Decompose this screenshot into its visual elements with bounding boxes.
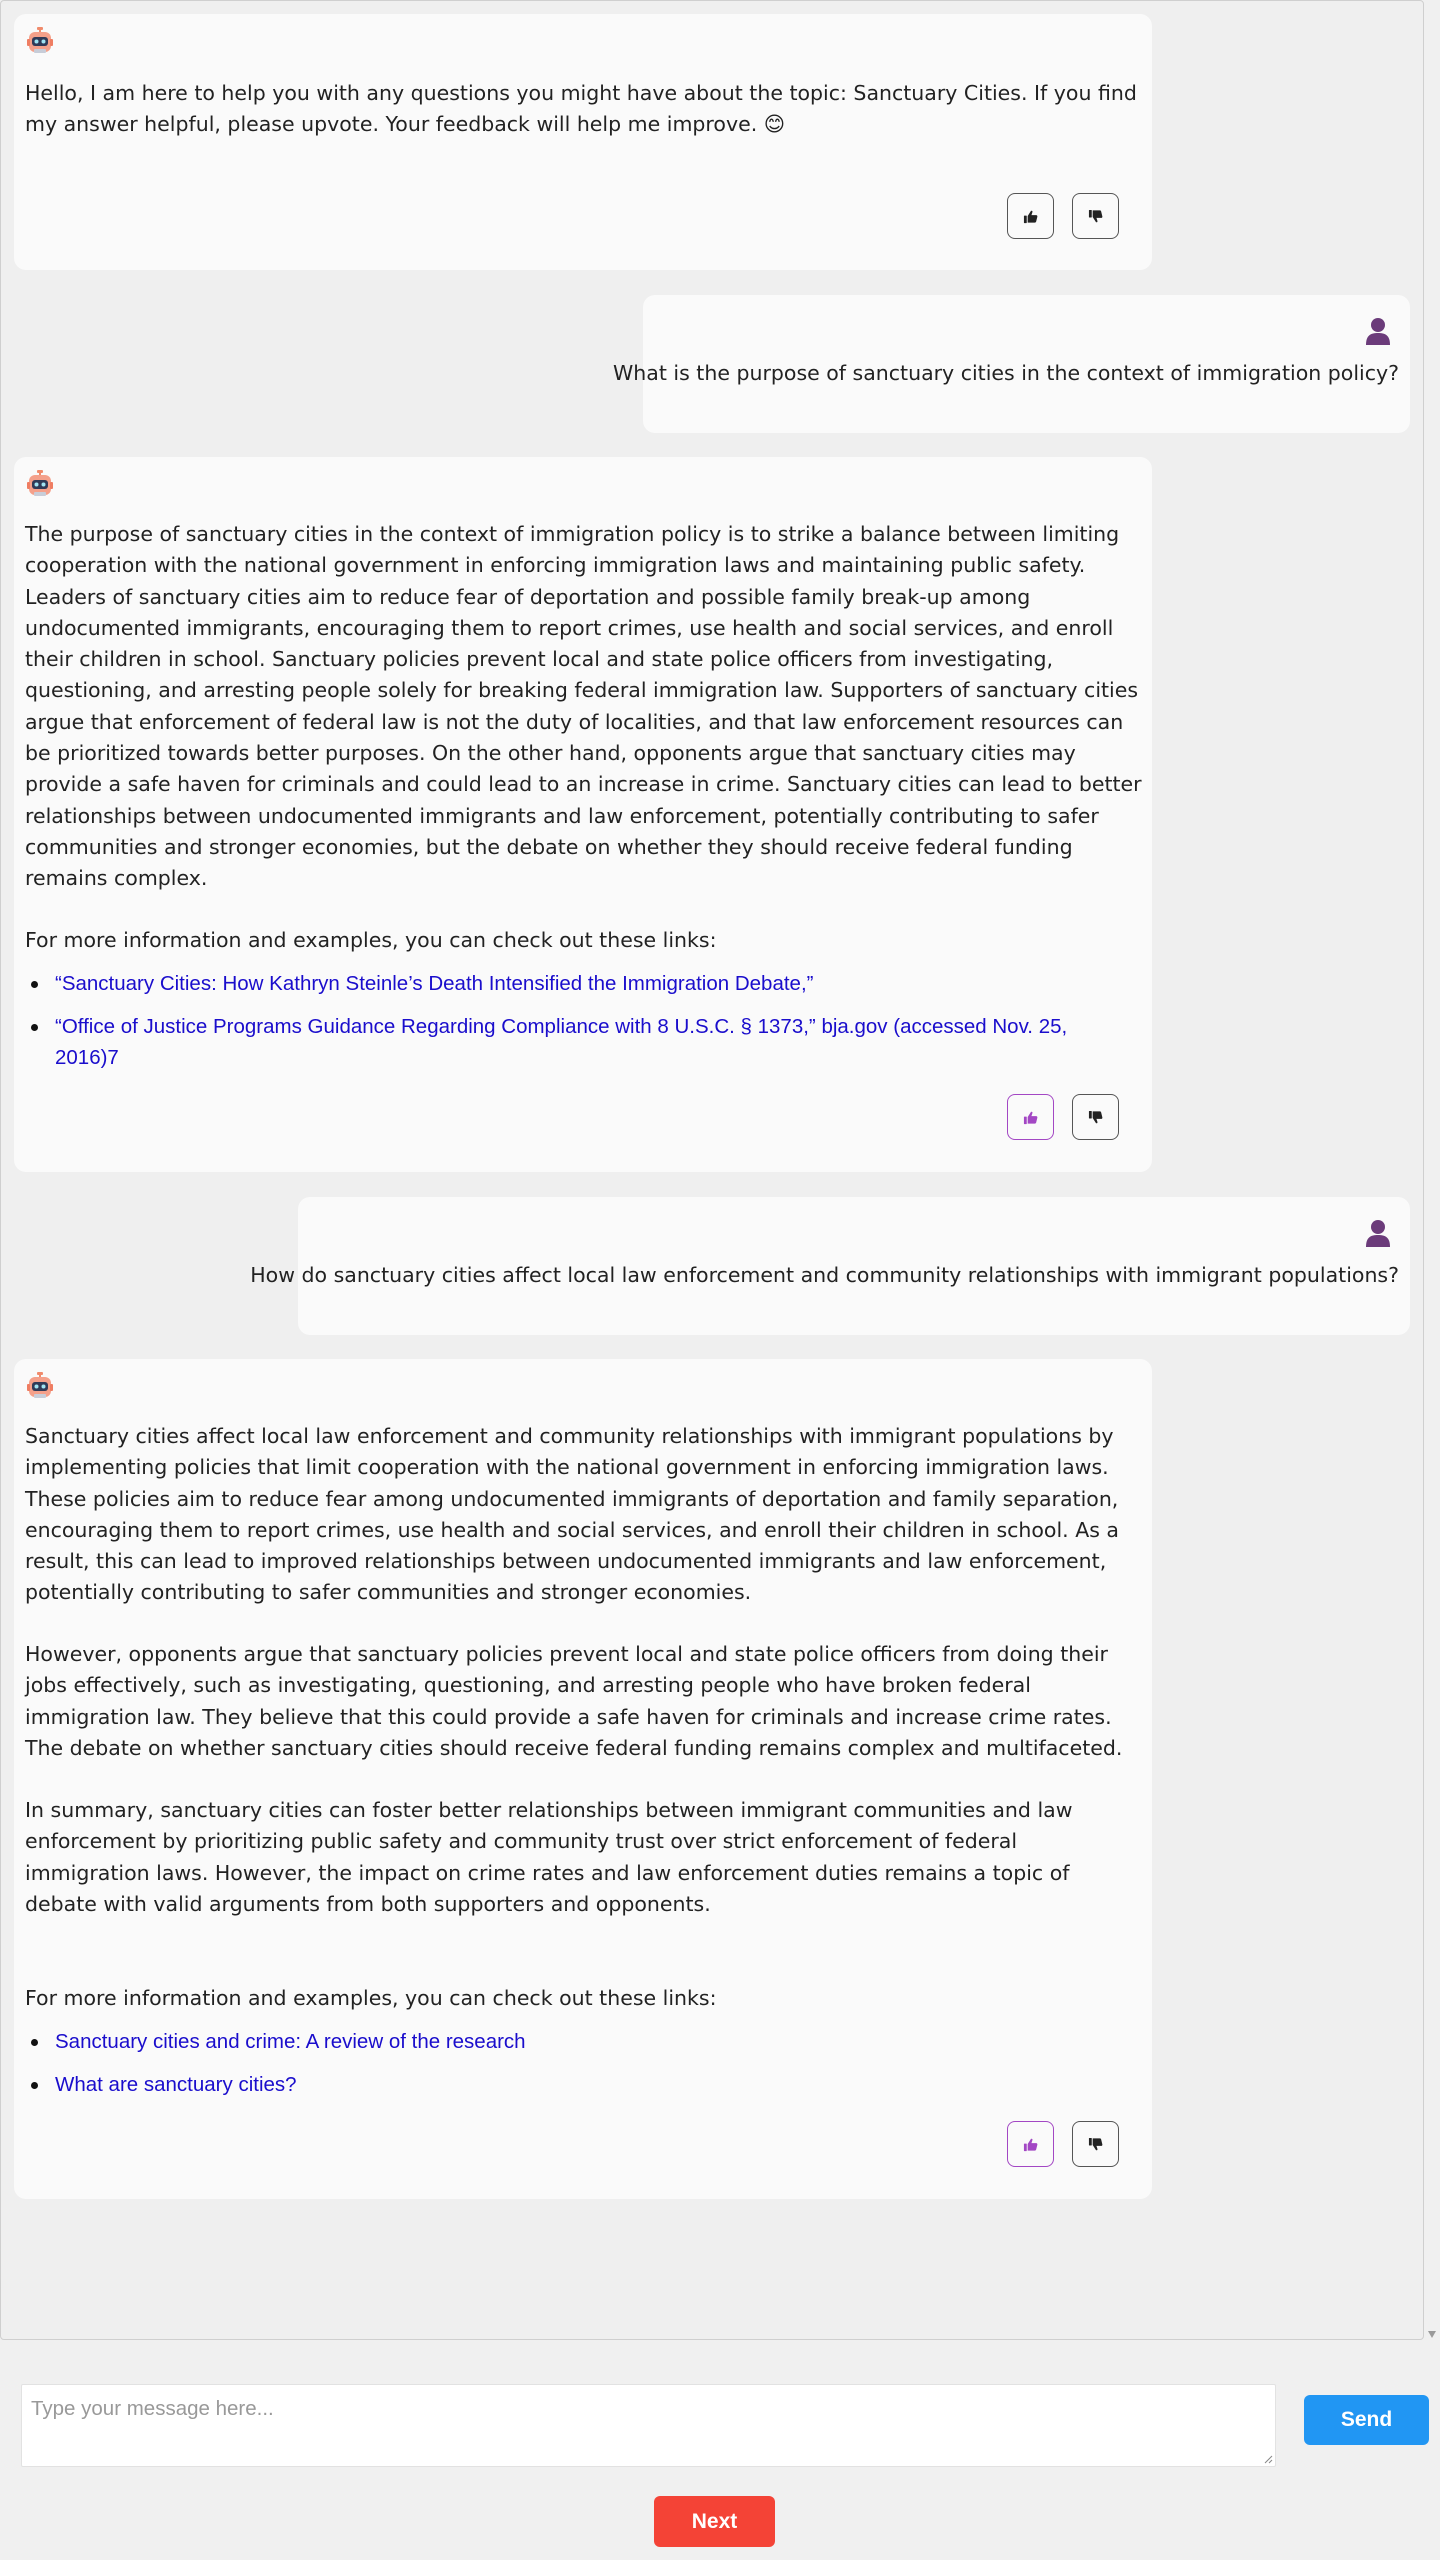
user-avatar-icon — [1365, 1219, 1391, 1247]
thumbs-up-icon — [1023, 1110, 1038, 1125]
thumbs-up-icon — [1023, 209, 1038, 224]
reference-link[interactable]: Sanctuary cities and crime: A review of the research — [55, 2030, 526, 2053]
user-message — [613, 295, 1410, 433]
list-item — [25, 2069, 1132, 2100]
bot-avatar-icon — [25, 1370, 55, 1400]
reference-links — [25, 2026, 1132, 2112]
bot-message-paragraph: In summary, sanctuary cities can foster better relationships between immigrant communities and law enforcement by prioritizing public safety and community trust over strict enforcement of federal immigration laws. However, the impact on crime rates and law enforcement duties remains a topic of debate with valid arguments from both supporters and opponents. — [25, 1798, 1073, 1916]
user-message — [250, 1197, 1410, 1335]
message-input[interactable] — [21, 2384, 1276, 2467]
reference-link[interactable]: What are sanctuary cities? — [55, 2073, 297, 2096]
thumbs-up-icon — [1023, 2137, 1038, 2152]
list-item — [25, 968, 1132, 999]
bot-message-text: Hello, I am here to help you with any questions you might have about the topic: Sanctuary Cities. If you find my answer helpful, please upvote. Your feedback will help me improve. 😊 — [25, 81, 1137, 137]
thumbs-down-icon — [1088, 209, 1103, 224]
thumbs-down-icon — [1088, 2137, 1103, 2152]
bot-avatar-icon — [25, 468, 55, 498]
vertical-scrollbar[interactable] — [1424, 0, 1440, 2340]
downvote-button[interactable] — [1072, 2121, 1119, 2167]
upvote-button[interactable] — [1007, 2121, 1054, 2167]
user-avatar-icon — [1365, 317, 1391, 345]
bot-message-text: The purpose of sanctuary cities in the context of immigration policy is to strike a balance between limiting cooperation with the national government in enforcing immigration laws and maintaining public safety. Leaders of sanctuary cities aim to reduce fear of deportation and possible family break-up among undocumented immigrants, encouraging them to report crimes, use health and social services, and enroll their children in school. Sanctuary policies prevent local and state police officers from investigating, questioning, and arresting people solely for breaking federal immigration law. Supporters of sanctuary cities argue that enforcement of federal law is not the duty of localities, and that law enforcement resources can be prioritized towards better purposes. On the other hand, opponents argue that sanctuary cities may provide a safe haven for criminals and could lead to an increase in crime. Sanctuary cities can lead to better relationships between undocumented immigrants and law enforcement, potentially contributing to safer communities and stronger economies, but the debate on whether they should receive federal funding remains complex. — [25, 522, 1142, 891]
bot-avatar-icon — [25, 25, 55, 55]
resize-grip-icon[interactable] — [1263, 2454, 1273, 2464]
upvote-button[interactable] — [1007, 193, 1054, 239]
list-item — [25, 2026, 1132, 2057]
thumbs-down-icon — [1088, 1110, 1103, 1125]
bot-message-paragraph: Sanctuary cities affect local law enforcement and community relationships with immigrant populations by implementing policies that limit cooperation with the national government in enforcing immigration laws. These policies aim to reduce fear among undocumented immigrants of deportation and family separation, encouraging them to report crimes, use health and social services, and enroll their children in school. As a result, this can lead to improved relationships between undocumented immigrants and law enforcement, potentially contributing to safer communities and stronger economies. — [25, 1424, 1119, 1605]
links-intro: For more information and examples, you can check out these links: — [25, 1986, 717, 2010]
next-button[interactable]: Next — [654, 2496, 775, 2547]
user-message-text: How do sanctuary cities affect local law enforcement and community relationships with immigrant populations? — [250, 1263, 1399, 1287]
reference-link[interactable]: “Office of Justice Programs Guidance Regarding Compliance with 8 U.S.C. § 1373,” bja.gov (accessed Nov. 25, 2016)7 — [55, 1015, 1068, 1069]
downvote-button[interactable] — [1072, 1094, 1119, 1140]
bot-message — [14, 457, 1152, 1172]
upvote-button[interactable] — [1007, 1094, 1054, 1140]
list-item — [25, 1011, 1132, 1073]
downvote-button[interactable] — [1072, 193, 1119, 239]
bot-message — [14, 14, 1152, 270]
links-intro: For more information and examples, you can check out these links: — [25, 928, 717, 952]
scroll-down-arrow-icon[interactable] — [1428, 2331, 1436, 2338]
reference-link[interactable]: “Sanctuary Cities: How Kathryn Steinle’s Death Intensified the Immigration Debate,” — [55, 972, 814, 995]
bot-message — [14, 1359, 1152, 2199]
bot-message-paragraph: However, opponents argue that sanctuary policies prevent local and state police officers from doing their jobs effectively, such as investigating, questioning, and arresting people who have broken federal immigration law. They believe that this could provide a safe haven for criminals and increase crime rates. The debate on whether sanctuary cities should receive federal funding remains complex and multifaceted. — [25, 1642, 1123, 1760]
reference-links — [25, 968, 1132, 1085]
send-button[interactable]: Send — [1304, 2395, 1429, 2445]
user-message-text: What is the purpose of sanctuary cities in the context of immigration policy? — [613, 361, 1399, 385]
message-input-placeholder: Type your message here... — [31, 2397, 274, 2420]
